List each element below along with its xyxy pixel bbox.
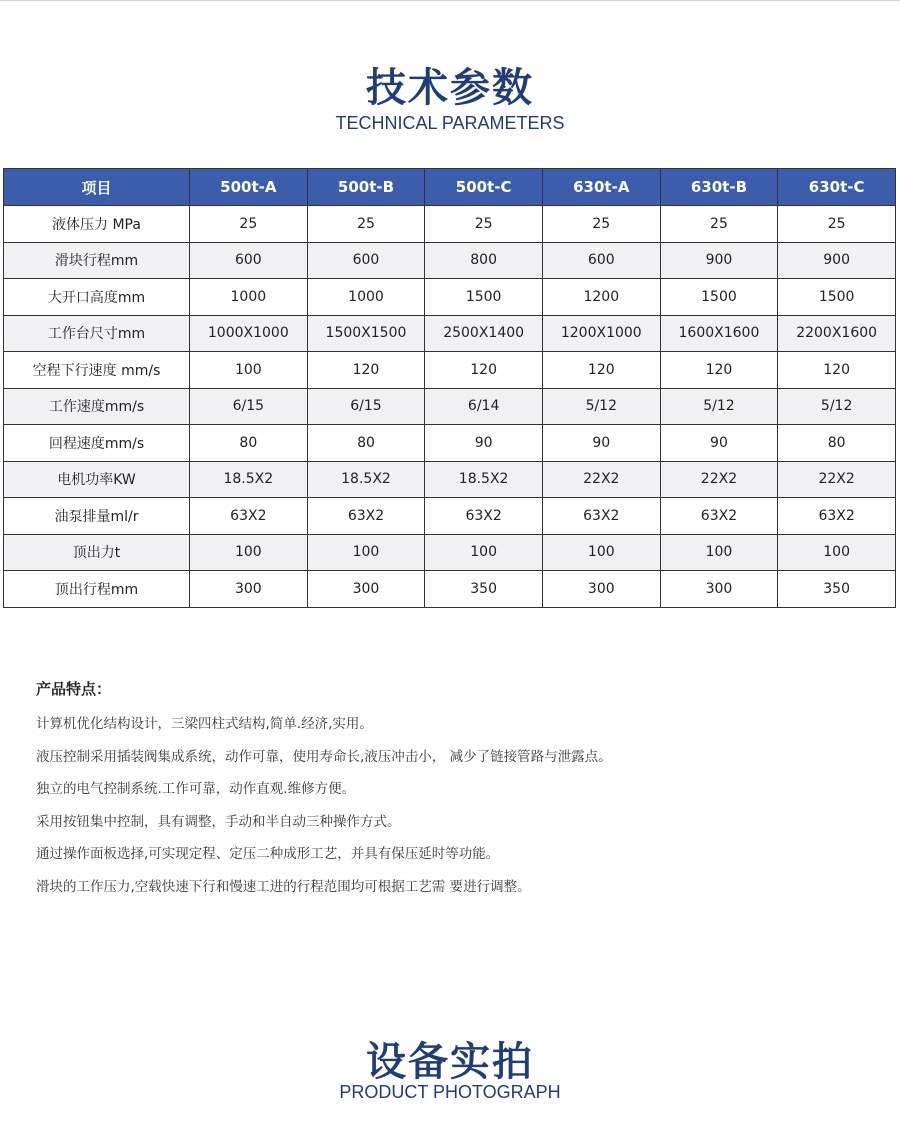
value-cell: 25 [307,206,425,243]
table-row [4,534,896,571]
header-cell: 630t-B [660,169,778,206]
value-cell: 1000 [190,279,308,316]
table-row [4,352,896,389]
section-subtitle-technical-parameters: TECHNICAL PARAMETERS [335,113,565,133]
value-cell: 22X2 [542,461,660,498]
value-cell: 25 [542,206,660,243]
value-cell: 25 [778,206,896,243]
value-cell: 1500 [660,279,778,316]
value-cell: 22X2 [660,461,778,498]
table-row [4,571,896,608]
value-cell: 300 [660,571,778,608]
value-cell: 6/15 [307,388,425,425]
table-header-row [4,169,896,206]
value-cell: 1200 [542,279,660,316]
table-row [4,425,896,462]
top-divider [0,0,900,1]
row-label-cell: 滑块行程mm [4,242,190,279]
value-cell: 5/12 [542,388,660,425]
feature-item: 滑块的工作压力,空载快速下行和慢速工进的行程范围均可根据工艺需 要进行调整。 [36,878,531,895]
section-title-technical-parameters: 技术参数 [366,65,534,111]
value-cell: 1500 [425,279,543,316]
header-cell: 500t-C [425,169,543,206]
value-cell: 1000 [307,279,425,316]
table-row [4,498,896,535]
value-cell: 18.5X2 [307,461,425,498]
value-cell: 300 [190,571,308,608]
row-label-cell: 空程下行速度 mm/s [4,352,190,389]
value-cell: 1600X1600 [660,315,778,352]
header-cell: 630t-C [778,169,896,206]
value-cell: 90 [542,425,660,462]
value-cell: 63X2 [660,498,778,535]
value-cell: 2200X1600 [778,315,896,352]
product-features [36,678,876,908]
table-row [4,206,896,243]
value-cell: 100 [307,534,425,571]
section-subtitle-product-photograph: PRODUCT PHOTOGRAPH [339,1082,561,1102]
value-cell: 100 [425,534,543,571]
value-cell: 80 [307,425,425,462]
value-cell: 22X2 [778,461,896,498]
value-cell: 1500X1500 [307,315,425,352]
value-cell: 90 [660,425,778,462]
value-cell: 1500 [778,279,896,316]
value-cell: 350 [425,571,543,608]
value-cell: 6/14 [425,388,543,425]
value-cell: 100 [190,534,308,571]
header-cell: 项目 [4,169,190,206]
value-cell: 600 [190,242,308,279]
value-cell: 25 [660,206,778,243]
value-cell: 25 [190,206,308,243]
value-cell: 1000X1000 [190,315,308,352]
value-cell: 100 [778,534,896,571]
feature-item: 采用按钮集中控制，具有调整，手动和半自动三种操作方式。 [36,813,401,830]
value-cell: 90 [425,425,543,462]
value-cell: 2500X1400 [425,315,543,352]
value-cell: 120 [660,352,778,389]
feature-item: 液压控制采用插装阀集成系统，动作可靠，使用寿命长,液压冲击小， 减少了链接管路与泄露点。 [36,748,612,765]
value-cell: 300 [542,571,660,608]
row-label-cell: 顶出力t [4,534,190,571]
value-cell: 900 [778,242,896,279]
value-cell: 120 [778,352,896,389]
row-label-cell: 电机功率KW [4,461,190,498]
row-label-cell: 回程速度mm/s [4,425,190,462]
table-row [4,315,896,352]
value-cell: 63X2 [307,498,425,535]
header-cell: 630t-A [542,169,660,206]
value-cell: 80 [190,425,308,462]
value-cell: 5/12 [778,388,896,425]
value-cell: 900 [660,242,778,279]
header-cell: 500t-A [190,169,308,206]
feature-item: 计算机优化结构设计，三梁四柱式结构,简单.经济,实用。 [36,716,373,732]
value-cell: 63X2 [542,498,660,535]
row-label-cell: 大开口高度mm [4,279,190,316]
value-cell: 120 [542,352,660,389]
value-cell: 5/12 [660,388,778,425]
value-cell: 300 [307,571,425,608]
value-cell: 120 [307,352,425,389]
value-cell: 63X2 [778,498,896,535]
value-cell: 600 [542,242,660,279]
table-row [4,242,896,279]
value-cell: 120 [425,352,543,389]
parameters-table [3,168,896,608]
value-cell: 18.5X2 [425,461,543,498]
features-heading: 产品特点： [36,680,112,698]
value-cell: 1200X1000 [542,315,660,352]
table-row [4,388,896,425]
value-cell: 63X2 [425,498,543,535]
value-cell: 800 [425,242,543,279]
row-label-cell: 油泵排量ml/r [4,498,190,535]
feature-item: 通过操作面板选择,可实现定程、定压二种成形工艺，并具有保压延时等功能。 [36,846,500,862]
value-cell: 600 [307,242,425,279]
feature-item: 独立的电气控制系统.工作可靠，动作直观.维修方便。 [36,781,356,797]
header-cell: 500t-B [307,169,425,206]
row-label-cell: 顶出行程mm [4,571,190,608]
value-cell: 350 [778,571,896,608]
row-label-cell: 工作速度mm/s [4,388,190,425]
value-cell: 18.5X2 [190,461,308,498]
row-label-cell: 液体压力 MPa [4,206,190,243]
table-row [4,461,896,498]
value-cell: 100 [660,534,778,571]
value-cell: 6/15 [190,388,308,425]
table-row [4,279,896,316]
row-label-cell: 工作台尺寸mm [4,315,190,352]
section-title-product-photograph: 设备实拍 [366,1039,534,1085]
value-cell: 100 [542,534,660,571]
value-cell: 63X2 [190,498,308,535]
value-cell: 25 [425,206,543,243]
value-cell: 80 [778,425,896,462]
value-cell: 100 [190,352,308,389]
